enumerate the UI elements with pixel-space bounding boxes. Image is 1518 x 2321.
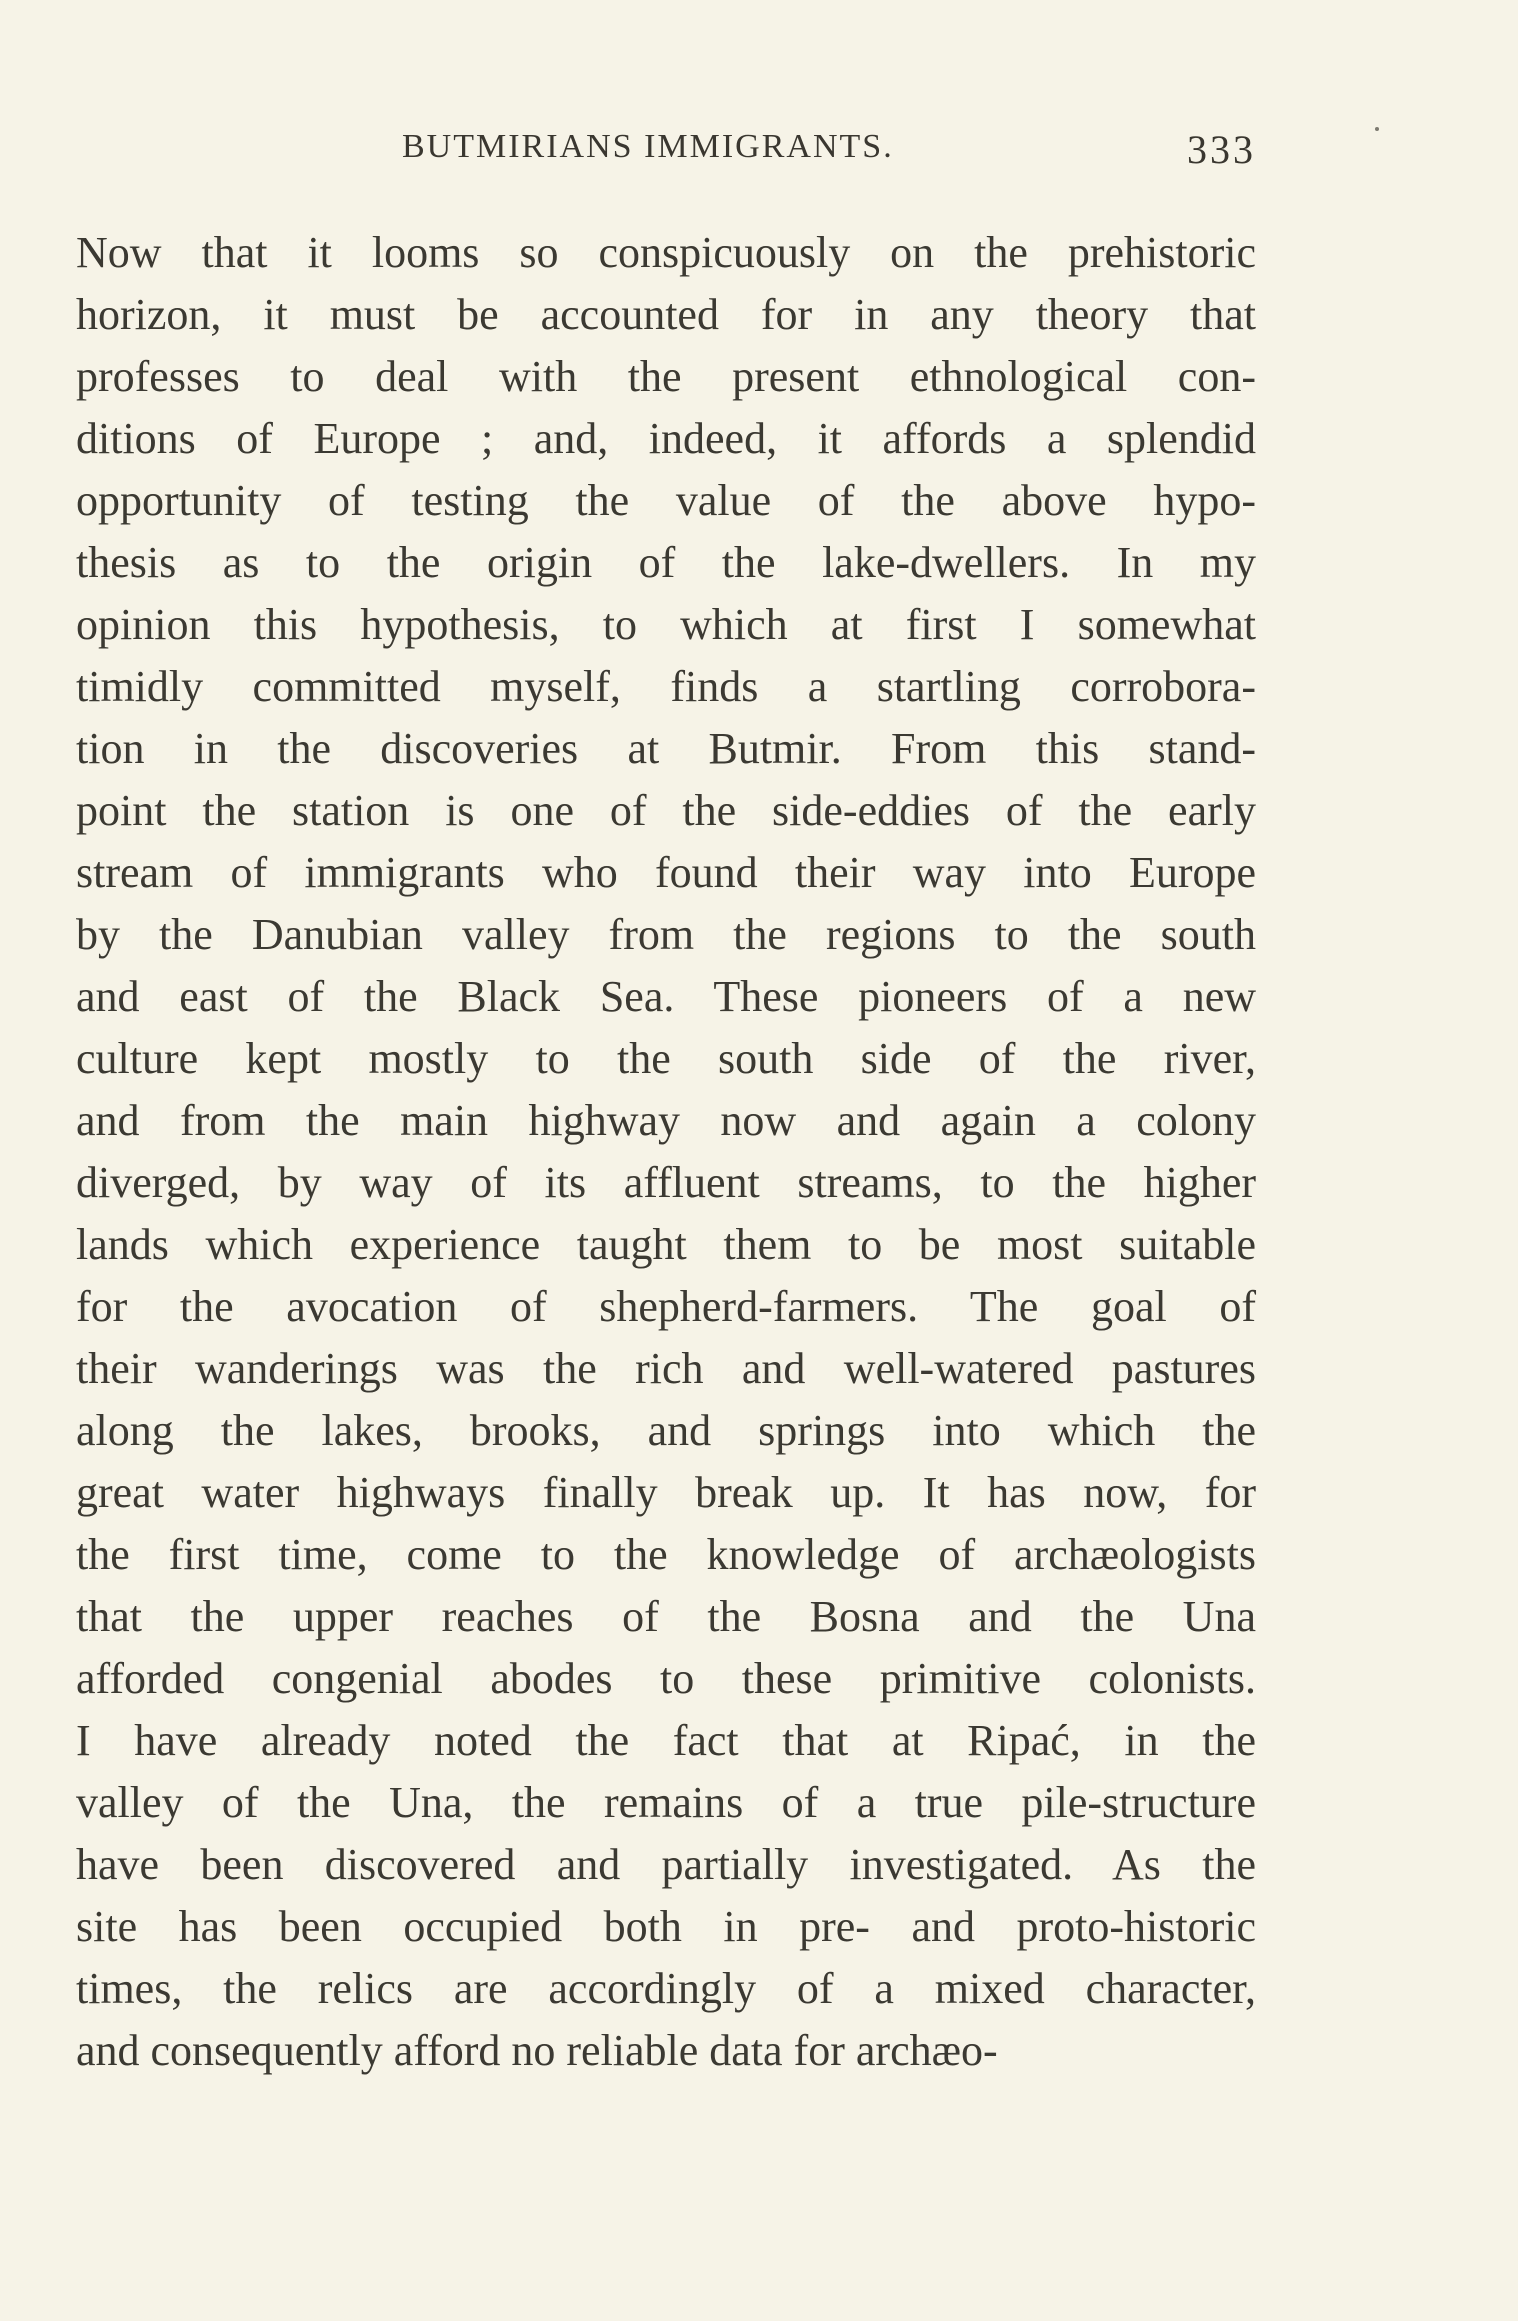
text-line: professes to deal with the present ethnological con- xyxy=(76,352,1256,401)
text-line: for the avocation of shepherd-farmers. The goal of xyxy=(76,1282,1256,1331)
body-paragraph xyxy=(76,222,1256,2082)
text-line: afforded congenial abodes to these primitive colonists. xyxy=(76,1654,1256,1703)
text-line: have been discovered and partially investigated. As the xyxy=(76,1840,1256,1889)
text-line: ditions of Europe ; and, indeed, it affords a splendid xyxy=(76,414,1256,463)
text-line: tion in the discoveries at Butmir. From this stand- xyxy=(76,724,1256,773)
text-line: site has been occupied both in pre- and proto-historic xyxy=(76,1902,1256,1951)
text-line: lands which experience taught them to be most suitable xyxy=(76,1220,1256,1269)
paper-speck xyxy=(1375,127,1379,131)
text-line: by the Danubian valley from the regions to the south xyxy=(76,910,1256,959)
text-line: valley of the Una, the remains of a true pile-structure xyxy=(76,1778,1256,1827)
text-line: the first time, come to the knowledge of archæologists xyxy=(76,1530,1256,1579)
text-line: diverged, by way of its affluent streams, to the higher xyxy=(76,1158,1256,1207)
text-line: times, the relics are accordingly of a mixed character, xyxy=(76,1964,1256,2013)
text-line: that the upper reaches of the Bosna and the Una xyxy=(76,1592,1256,1641)
text-line: point the station is one of the side-eddies of the early xyxy=(76,786,1256,835)
text-line: opportunity of testing the value of the above hypo- xyxy=(76,476,1256,525)
text-line: opinion this hypothesis, to which at first I somewhat xyxy=(76,600,1256,649)
text-line: great water highways finally break up. It has now, for xyxy=(76,1468,1256,1517)
text-line: Now that it looms so conspicuously on the prehistoric xyxy=(76,228,1256,277)
text-line: culture kept mostly to the south side of the river, xyxy=(76,1034,1256,1083)
text-line: their wanderings was the rich and well-watered pastures xyxy=(76,1344,1256,1393)
text-line: I have already noted the fact that at Ripać, in the xyxy=(76,1716,1256,1765)
text-line: and from the main highway now and again a colony xyxy=(76,1096,1256,1145)
page-number: 333 xyxy=(1187,127,1256,172)
text-line: thesis as to the origin of the lake-dwellers. In my xyxy=(76,538,1256,587)
text-line: timidly committed myself, finds a startling corrobora- xyxy=(76,662,1256,711)
page-header xyxy=(76,128,1256,184)
text-line: and consequently afford no reliable data for archæo- xyxy=(76,2026,998,2075)
text-line: along the lakes, brooks, and springs into which the xyxy=(76,1406,1256,1455)
running-head: BUTMIRIANS IMMIGRANTS. xyxy=(402,128,894,165)
text-line: and east of the Black Sea. These pioneers of a new xyxy=(76,972,1256,1021)
text-line: stream of immigrants who found their way into Europe xyxy=(76,848,1256,897)
text-line: horizon, it must be accounted for in any theory that xyxy=(76,290,1256,339)
